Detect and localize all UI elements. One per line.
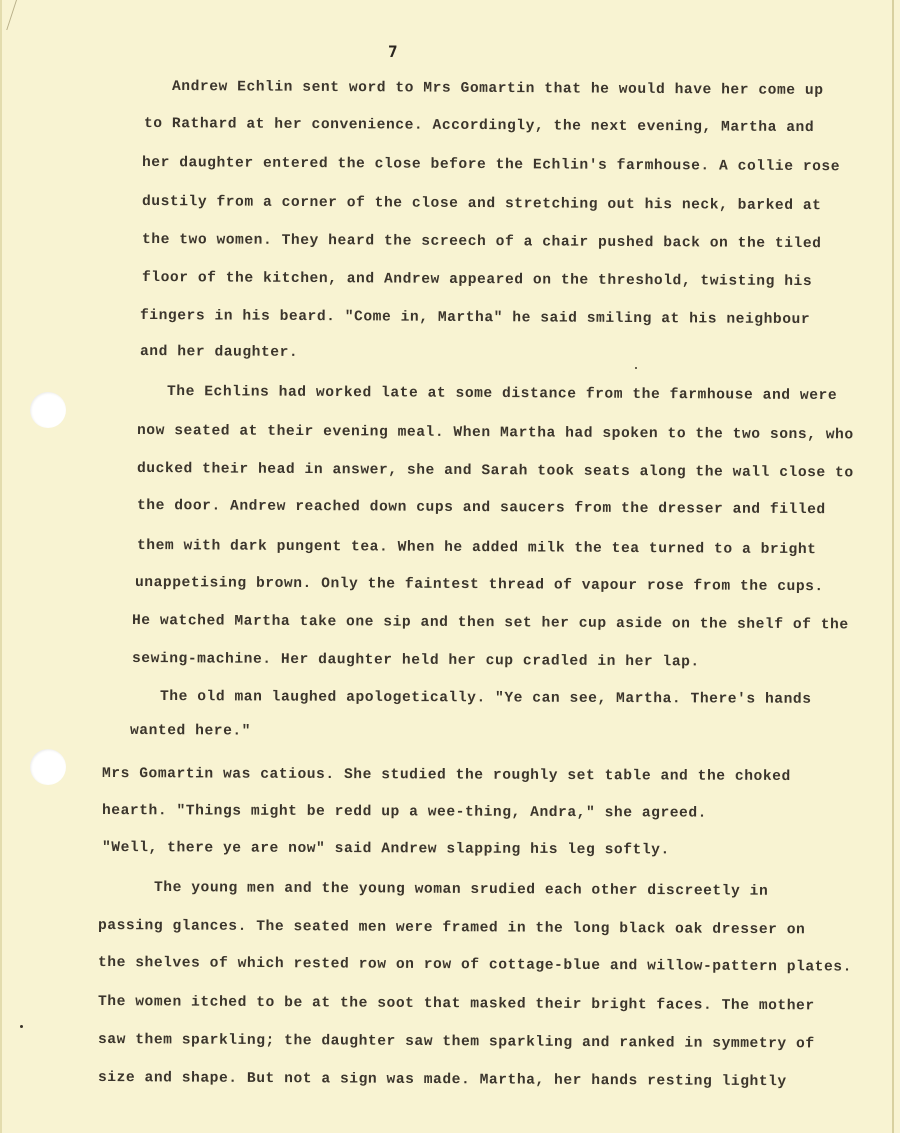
text-line: The young men and the young woman srudied each other discreetly in bbox=[153, 880, 769, 900]
text-line: and her daughter. bbox=[139, 344, 299, 361]
text-line: wanted here." bbox=[129, 723, 252, 740]
text-line: now seated at their evening meal. When Martha had spoken to the two sons, who bbox=[136, 423, 854, 444]
text-line: He watched Martha take one sip and then set her cup aside on the shelf of the bbox=[131, 613, 849, 634]
text-line: The Echlins had worked late at some distance from the farmhouse and were bbox=[166, 384, 838, 405]
text-line: floor of the kitchen, and Andrew appeared on the threshold, twisting his bbox=[141, 270, 813, 291]
text-line: dustily from a corner of the close and stretching out his neck, barked at bbox=[141, 194, 822, 215]
text-line: Mrs Gomartin was catious. She studied the roughly set table and the choked bbox=[101, 766, 791, 786]
text-line: saw them sparkling; the daughter saw them sparkling and ranked in symmetry of bbox=[97, 1032, 815, 1053]
text-line: sewing-machine. Her daughter held her cup cradled in her lap. bbox=[131, 651, 700, 671]
text-line: them with dark pungent tea. When he added milk the tea turned to a bright bbox=[136, 538, 817, 559]
text-line: The old man laughed apologetically. "Ye can see, Martha. There's hands bbox=[159, 689, 812, 708]
text-line: the shelves of which rested row on row of cottage-blue and willow-pattern plates. bbox=[97, 955, 852, 976]
text-line: to Rathard at her convenience. Accordingly, the next evening, Martha and bbox=[143, 116, 815, 137]
text-line: The women itched to be at the soot that masked their bright faces. The mother bbox=[97, 994, 815, 1015]
text-line: Andrew Echlin sent word to Mrs Gomartin that he would have her come up bbox=[171, 79, 824, 99]
corner-mark bbox=[0, 0, 17, 30]
ink-speck bbox=[20, 1025, 23, 1028]
text-line: size and shape. But not a sign was made. Martha, her hands resting lightly bbox=[97, 1070, 787, 1091]
page-number: 7 bbox=[388, 42, 398, 61]
page-edge bbox=[892, 0, 894, 1133]
punch-hole bbox=[30, 749, 66, 785]
text-line: passing glances. The seated men were framed in the long black oak dresser on bbox=[97, 918, 806, 939]
text-line: the door. Andrew reached down cups and saucers from the dresser and filled bbox=[136, 498, 826, 519]
text-line: unappetising brown. Only the faintest thread of vapour rose from the cups. bbox=[134, 575, 824, 596]
ink-speck bbox=[635, 367, 637, 369]
text-line: ducked their head in answer, she and Sarah took seats along the wall close to bbox=[136, 461, 854, 482]
text-line: hearth. "Things might be redd up a wee-thing, Andra," she agreed. bbox=[101, 803, 708, 822]
punch-hole bbox=[30, 392, 66, 428]
text-line: "Well, there ye are now" said Andrew slapping his leg softly. bbox=[101, 840, 670, 859]
text-line: her daughter entered the close before the Echlin's farmhouse. A collie rose bbox=[141, 155, 841, 176]
text-line: fingers in his beard. "Come in, Martha" he said smiling at his neighbour bbox=[139, 308, 811, 329]
text-line: the two women. They heard the screech of a chair pushed back on the tiled bbox=[141, 232, 822, 253]
